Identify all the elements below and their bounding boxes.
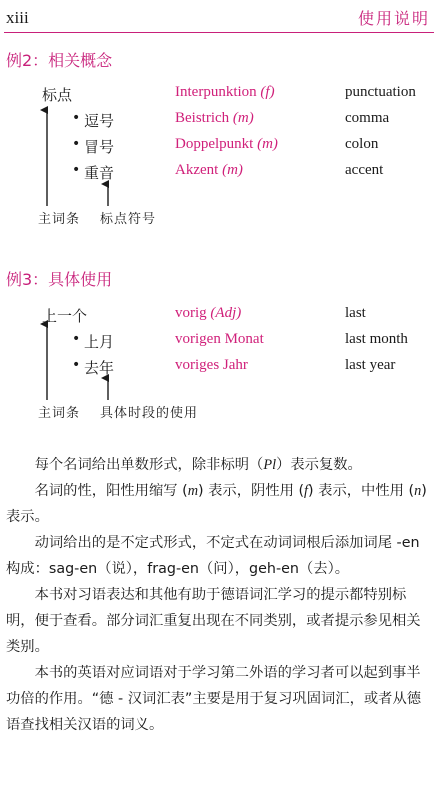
example3-sub-de: voriges Jahr [175, 357, 248, 373]
example3-main-zh: 上一个 [42, 307, 88, 325]
example2-sub-zh: 重音 [84, 164, 115, 182]
bullet-icon: • [72, 331, 81, 347]
example2-sub-zh: 逗号 [84, 112, 115, 130]
gender-marker: (m) [257, 136, 278, 152]
gender-marker: (Adj) [210, 305, 242, 321]
example3-main-entry-note: 主词条 [38, 406, 81, 421]
paragraph-idioms: 本书对习语表达和其他有助于德语词汇学习的提示都特别标明，便于查看。部分词汇重复出现在不同类别，或者提示参见相关类别。 [6, 587, 421, 655]
gender-marker: (f) [260, 84, 275, 100]
example2-sub-entry-note: 标点符号 [100, 212, 157, 227]
gender-marker: (m) [222, 162, 243, 178]
page-number: xiii [6, 8, 29, 27]
german-word: Beistrich [175, 110, 230, 126]
german-word: Interpunktion [175, 84, 257, 100]
german-word: Akzent [175, 162, 219, 178]
bullet-icon: • [72, 357, 81, 373]
example2-main-entry-note: 主词条 [38, 212, 81, 227]
example2-heading: 例2：相关概念 [6, 51, 113, 70]
german-word: Doppelpunkt [175, 136, 254, 152]
usage-notes [6, 452, 432, 738]
bullet-icon: • [72, 136, 81, 152]
running-title: 使用说明 [357, 9, 430, 28]
example2-sub-en: comma [345, 110, 390, 126]
bullet-icon: • [72, 162, 81, 178]
example2-sub-zh: 冒号 [84, 138, 115, 156]
example3-sub-de: vorigen Monat [175, 331, 264, 347]
german-word: vorig [175, 305, 207, 321]
paragraph-verbs: 动词给出的是不定式形式，不定式在动词词根后添加词尾 -en 构成：sag-en（说），frag-en（问），geh-en（去）。 [6, 535, 420, 577]
example2-sub-en: colon [345, 136, 379, 152]
paragraph-english: 本书的英语对应词语对于学习第二外语的学习者可以起到事半功倍的作用。“德 - 汉词汇表”主要是用于复习巩固词汇，或者从德语查找相关汉语的词义。 [6, 665, 422, 733]
example3-sub-en: last year [345, 357, 396, 373]
example2-sub-en: accent [345, 162, 384, 178]
example2-main-en: punctuation [345, 84, 416, 100]
paragraph-gender: 名词的性，阳性用缩写 (m) 表示，阴性用 (f) 表示，中性用 (n) 表示。 [6, 483, 427, 525]
bullet-icon: • [72, 110, 81, 126]
example3-heading: 例3：具体使用 [6, 270, 113, 289]
example3-sub-zh: 去年 [84, 359, 115, 377]
example3-main-en: last [345, 305, 366, 321]
example3-sub-zh: 上月 [84, 333, 115, 351]
example3-sub-en: last month [345, 331, 408, 347]
example3-sub-entry-note: 具体时段的使用 [100, 406, 199, 421]
gender-marker: (m) [232, 110, 254, 126]
paragraph-plural: 每个名词给出单数形式，除非标明（Pl）表示复数。 [34, 457, 362, 473]
example2-main-zh: 标点 [42, 86, 73, 104]
